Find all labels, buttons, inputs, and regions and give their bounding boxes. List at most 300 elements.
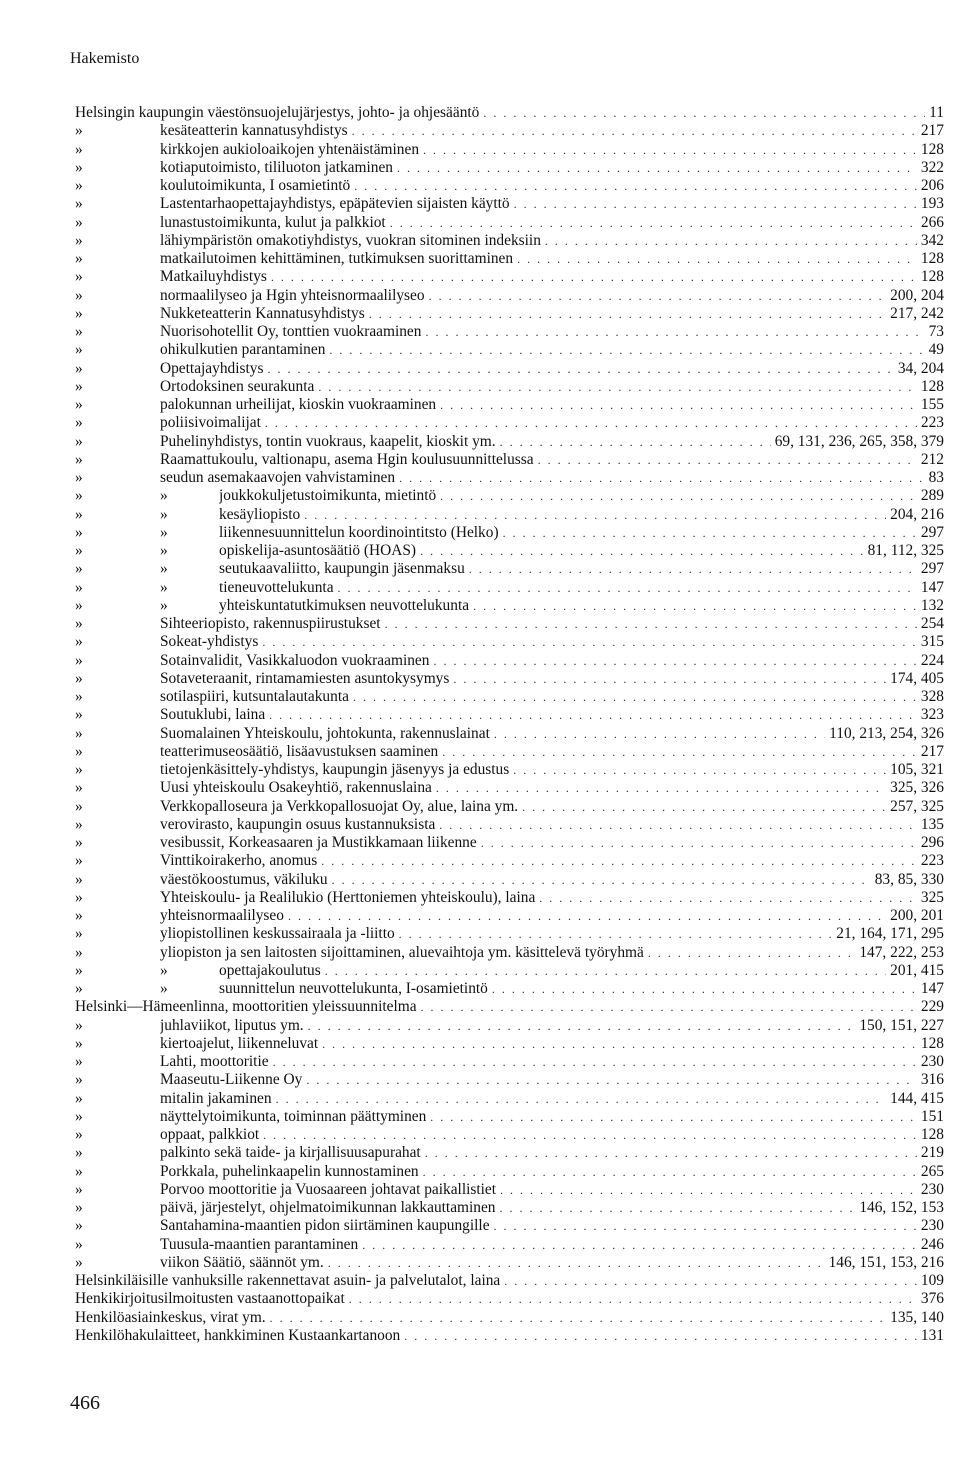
ditto-marks: [75, 1071, 160, 1089]
leader-dots: [322, 1035, 917, 1053]
entry-pages: 81, 112, 325: [867, 542, 944, 559]
entry-title: verovirasto, kaupungin osuus kustannuksista: [160, 815, 436, 833]
ditto-marks: [75, 944, 160, 962]
ditto-mark: »: [160, 596, 168, 614]
entry-pages: 11: [929, 104, 944, 121]
ditto-mark: »: [75, 487, 83, 505]
index-entry: [75, 871, 944, 889]
ditto-mark: »: [160, 980, 168, 997]
ditto-mark: »: [75, 907, 83, 924]
ditto-mark: »: [75, 578, 83, 596]
ditto-mark: »: [75, 724, 83, 742]
ditto-marks: [75, 980, 219, 998]
entry-title: Sihteeriopisto, rakennuspiirustukset: [160, 615, 381, 632]
ditto-marks: [75, 542, 219, 560]
ditto-mark: »: [160, 961, 168, 979]
index-entry: [75, 1181, 944, 1199]
leader-dots: [483, 104, 925, 122]
entry-title: teatterimuseosäätiö, lisäavustuksen saaminen: [160, 742, 439, 760]
ditto-marks: [75, 761, 160, 779]
index-entry: [75, 798, 944, 816]
leader-dots: [514, 195, 917, 213]
leader-dots: [328, 1254, 825, 1272]
index-entry: [75, 524, 944, 542]
index-entry: [75, 268, 944, 286]
ditto-mark: »: [75, 888, 83, 906]
ditto-marks: [75, 305, 160, 323]
index-entry: [75, 1236, 944, 1254]
ditto-mark: »: [75, 542, 83, 559]
ditto-mark: »: [75, 1199, 83, 1216]
entry-pages: 135, 140: [890, 1308, 944, 1326]
entry-title: sotilaspiiri, kutsuntalautakunta: [160, 688, 349, 705]
ditto-mark: »: [75, 122, 83, 140]
index-entry: [75, 506, 944, 524]
entry-pages: 323: [920, 706, 944, 724]
ditto-mark: »: [75, 1253, 83, 1271]
ditto-marks: [75, 1217, 160, 1235]
leader-dots: [273, 1053, 917, 1071]
entry-pages: 128: [920, 268, 944, 286]
entry-pages: 69, 131, 236, 265, 358, 379: [774, 432, 944, 450]
index-entry: [75, 1163, 944, 1181]
leader-dots: [420, 542, 864, 560]
ditto-marks: [75, 141, 160, 159]
leader-dots: [385, 615, 917, 633]
leader-dots: [513, 761, 886, 779]
ditto-marks: [75, 816, 160, 834]
index-entry: [75, 706, 944, 724]
entry-title: Puhelinyhdistys, tontin vuokraus, kaapelit, kioskit ym.: [160, 432, 496, 450]
index-entry: [75, 1126, 944, 1144]
leader-dots: [362, 1236, 917, 1254]
entry-title: Yhteiskoulu- ja Realilukio (Herttoniemen yhteiskoulu), laina: [160, 888, 536, 906]
leader-dots: [473, 597, 917, 615]
ditto-mark: »: [75, 815, 83, 833]
entry-title: Porvoo moottoritie ja Vuosaareen johtavat paikallistiet: [160, 1180, 497, 1198]
ditto-mark: »: [75, 1180, 83, 1198]
entry-pages: 217, 242: [890, 304, 944, 322]
leader-dots: [433, 652, 916, 670]
entry-pages: 315: [920, 633, 944, 651]
leader-dots: [304, 506, 886, 524]
ditto-mark: »: [75, 742, 83, 760]
ditto-marks: [75, 414, 160, 432]
ditto-mark: »: [75, 1034, 83, 1052]
entry-pages: 224: [920, 651, 944, 669]
index-entry: [75, 214, 944, 232]
leader-dots: [325, 962, 886, 980]
entry-pages: 217: [920, 742, 944, 760]
entry-title: Verkkopalloseura ja Verkkopallosuojat Oy, alue, laina ym.: [160, 797, 519, 815]
entry-title: kesäyliopisto: [219, 505, 301, 523]
index-entry: [75, 743, 944, 761]
index-entry: [75, 469, 944, 487]
ditto-mark: »: [75, 414, 83, 432]
ditto-mark: »: [75, 669, 83, 687]
leader-dots: [469, 560, 917, 578]
index-entry: [75, 1272, 944, 1290]
ditto-mark: »: [75, 377, 83, 395]
ditto-mark: »: [75, 323, 83, 340]
index-entry: [75, 1327, 944, 1345]
entry-pages: 212: [920, 450, 944, 468]
ditto-marks: [75, 1053, 160, 1071]
entry-pages: 316: [920, 1071, 944, 1089]
ditto-marks: [75, 889, 160, 907]
ditto-mark: »: [75, 1162, 83, 1180]
ditto-mark: »: [75, 961, 83, 979]
entry-pages: 49: [928, 341, 944, 359]
ditto-mark: »: [75, 980, 83, 997]
ditto-marks: [75, 524, 219, 542]
ditto-marks: [75, 1181, 160, 1199]
ditto-mark: »: [160, 542, 168, 559]
leader-dots: [517, 250, 917, 268]
index-entry: [75, 451, 944, 469]
entry-pages: 265: [920, 1162, 944, 1180]
ditto-marks: [75, 834, 160, 852]
entry-pages: 230: [920, 1217, 944, 1235]
entry-pages: 147, 222, 253: [859, 943, 944, 961]
ditto-mark: »: [75, 596, 83, 614]
leader-dots: [397, 159, 917, 177]
index-entry: [75, 725, 944, 743]
ditto-mark: »: [75, 140, 83, 158]
entry-title: palokunnan urheilijat, kioskin vuokraaminen: [160, 396, 437, 413]
ditto-marks: [75, 1126, 160, 1144]
entry-title: päivä, järjestelyt, ohjelmatoimikunnan lakkauttaminen: [160, 1199, 496, 1216]
entry-pages: 246: [920, 1235, 944, 1253]
ditto-mark: »: [75, 560, 83, 578]
ditto-mark: »: [75, 870, 83, 888]
entry-title: Matkailuyhdistys: [160, 268, 267, 286]
entry-pages: 34, 204: [897, 359, 944, 377]
ditto-mark: »: [75, 1089, 83, 1107]
leader-dots: [500, 1199, 856, 1217]
entry-title: Vinttikoirakerho, anomus: [160, 852, 318, 870]
entry-title: lunastustoimikunta, kulut ja palkkiot: [160, 213, 386, 231]
entry-title: väestökoostumus, väkiluku: [160, 870, 328, 888]
entry-title: Ortodoksinen seurakunta: [160, 377, 315, 395]
leader-dots: [399, 925, 833, 943]
entry-pages: 201, 415: [890, 961, 944, 979]
index-entry: [75, 652, 944, 670]
entry-title: kotiaputoimisto, tililuoton jatkaminen: [160, 158, 393, 176]
leader-dots: [369, 305, 886, 323]
leader-dots: [306, 1071, 917, 1089]
ditto-mark: »: [75, 432, 83, 450]
index-entry: [75, 1144, 944, 1162]
entry-pages: 206: [920, 177, 944, 194]
ditto-mark: »: [75, 286, 83, 304]
ditto-mark: »: [75, 688, 83, 705]
ditto-mark: »: [75, 523, 83, 541]
index-entry: [75, 141, 944, 159]
index-entry: [75, 542, 944, 560]
index-entry: [75, 1071, 944, 1089]
ditto-marks: [75, 633, 160, 651]
ditto-mark: »: [75, 1126, 83, 1143]
entry-pages: 342: [920, 231, 944, 249]
ditto-mark: »: [75, 1053, 83, 1070]
entry-pages: 229: [920, 998, 944, 1016]
ditto-mark: »: [75, 341, 83, 359]
entry-title: Lastentarhaopettajayhdistys, epäpätevien sijaisten käyttö: [160, 195, 510, 213]
leader-dots: [423, 141, 917, 159]
leader-dots: [494, 1217, 917, 1235]
leader-dots: [453, 670, 886, 688]
leader-dots: [318, 378, 917, 396]
entry-title: joukkokuljetustoimikunta, mietintö: [219, 487, 437, 505]
leader-dots: [423, 1163, 917, 1181]
entry-title: koulutoimikunta, I osamietintö: [160, 177, 351, 194]
index-entry: [75, 487, 944, 505]
entry-pages: 110, 213, 254, 326: [829, 724, 944, 742]
ditto-marks: [75, 688, 160, 706]
entry-title: yliopiston ja sen laitosten sijoittaminen, aluevaihtoja ym. käsittelevä työryhmä: [160, 943, 644, 961]
leader-dots: [263, 1126, 917, 1144]
ditto-mark: »: [75, 779, 83, 797]
ditto-mark: »: [75, 1016, 83, 1034]
entry-title: lähiympäristön omakotiyhdistys, vuokran sitominen indeksiin: [160, 231, 541, 249]
entry-pages: 144, 415: [890, 1089, 944, 1107]
entry-title: opettajakoulutus: [219, 961, 321, 979]
index-entry: [75, 761, 944, 779]
entry-pages: 128: [920, 1034, 944, 1052]
ditto-marks: [75, 232, 160, 250]
entry-title: palkinto sekä taide- ja kirjallisuusapurahat: [160, 1144, 421, 1162]
index-entry: [75, 378, 944, 396]
ditto-mark: »: [160, 523, 168, 541]
entry-title: Tuusula-maantien parantaminen: [160, 1235, 359, 1253]
entry-title: tietojenkäsittely-yhdistys, kaupungin jäsenyys ja edustus: [160, 761, 510, 778]
leader-dots: [352, 122, 917, 140]
leader-dots: [430, 1108, 917, 1126]
entry-title: Suomalainen Yhteiskoulu, johtokunta, rakennuslainat: [160, 724, 490, 742]
ditto-mark: »: [75, 195, 83, 213]
entry-pages: 289: [920, 487, 944, 505]
entry-pages: 174, 405: [890, 669, 944, 687]
entry-title: Opettajayhdistys: [160, 359, 264, 377]
entry-title: kesäteatterin kannatusyhdistys: [160, 122, 348, 140]
leader-dots: [349, 1290, 917, 1308]
index-entry: [75, 360, 944, 378]
index-entry: [75, 944, 944, 962]
page-header: Hakemisto: [70, 50, 140, 67]
ditto-marks: [75, 852, 160, 870]
ditto-marks: [75, 195, 160, 213]
entry-pages: 204, 216: [890, 505, 944, 523]
index-entry: [75, 980, 944, 998]
index-entry: [75, 633, 944, 651]
ditto-mark: »: [75, 834, 83, 851]
leader-dots: [338, 579, 917, 597]
entry-title: liikennesuunnittelun koordinointitsto (Helko): [219, 523, 499, 541]
index-entry: [75, 688, 944, 706]
ditto-marks: [75, 1163, 160, 1181]
ditto-mark: »: [160, 560, 168, 578]
entry-title: Maaseutu-Liikenne Oy: [160, 1071, 303, 1089]
entry-pages: 109: [920, 1272, 944, 1289]
entry-pages: 230: [920, 1053, 944, 1070]
ditto-mark: »: [160, 487, 168, 505]
entry-pages: 128: [920, 1126, 944, 1143]
entry-pages: 147: [920, 980, 944, 997]
index-entry: [75, 1108, 944, 1126]
ditto-marks: [75, 1035, 160, 1053]
entry-title: ohikulkutien parantaminen: [160, 341, 326, 359]
leader-dots: [425, 1144, 917, 1162]
entry-title: tieneuvottelukunta: [219, 578, 334, 596]
entry-title: mitalin jakaminen: [160, 1089, 272, 1107]
leader-dots: [648, 944, 855, 962]
entry-title: Helsingin kaupungin väestönsuojelujärjestys, johto- ja ohjesääntö: [75, 104, 480, 121]
entry-pages: 266: [920, 213, 944, 231]
ditto-marks: [75, 597, 219, 615]
leader-dots: [500, 1181, 917, 1199]
entry-pages: 200, 201: [890, 907, 944, 924]
ditto-marks: [75, 159, 160, 177]
leader-dots: [399, 469, 925, 487]
ditto-marks: [75, 798, 160, 816]
index-entry: [75, 597, 944, 615]
entry-title: Henkilöhakulaitteet, hankkiminen Kustaankartanoon: [75, 1326, 401, 1344]
entry-pages: 155: [920, 396, 944, 413]
entry-pages: 128: [920, 140, 944, 158]
entry-title: poliisivoimalijat: [160, 414, 261, 432]
ditto-mark: »: [75, 250, 83, 267]
entry-pages: 254: [920, 615, 944, 632]
leader-dots: [269, 706, 917, 724]
entry-title: Nuorisohotellit Oy, tonttien vuokraaminen: [160, 323, 422, 340]
leader-dots: [545, 232, 917, 250]
index-entry: [75, 414, 944, 432]
index-entry: [75, 1053, 944, 1071]
entry-pages: 135: [920, 815, 944, 833]
leader-dots: [421, 998, 917, 1016]
index-entry: [75, 1217, 944, 1235]
leader-dots: [271, 268, 917, 286]
ditto-marks: [75, 615, 160, 633]
entry-pages: 147: [920, 578, 944, 596]
ditto-marks: [75, 670, 160, 688]
ditto-marks: [75, 506, 219, 524]
index-entry: [75, 852, 944, 870]
leader-dots: [353, 688, 917, 706]
leader-dots: [504, 1272, 917, 1290]
index-entry: [75, 579, 944, 597]
index-entry: [75, 177, 944, 195]
index-entry: [75, 104, 944, 122]
ditto-mark: »: [75, 1071, 83, 1089]
ditto-marks: [75, 177, 160, 195]
leader-dots: [265, 414, 917, 432]
index-entry: [75, 925, 944, 943]
entry-title: Helsinkiläisille vanhuksille rakennettavat asuin- ja palvelutalot, laina: [75, 1272, 501, 1289]
ditto-mark: »: [160, 505, 168, 523]
entry-title: viikon Säätiö, säännöt ym.: [160, 1253, 324, 1271]
entry-title: kiertoajelut, liikenneluvat: [160, 1034, 319, 1052]
entry-title: yhteisnormaalilyseo: [160, 907, 284, 924]
entry-pages: 128: [920, 250, 944, 267]
ditto-marks: [75, 469, 160, 487]
entry-title: Santahamina-maantien pidon siirtäminen kaupungille: [160, 1217, 490, 1235]
index-entry: [75, 195, 944, 213]
leader-dots: [332, 871, 871, 889]
ditto-marks: [75, 1144, 160, 1162]
index-entry: [75, 834, 944, 852]
leader-dots: [288, 907, 886, 925]
entry-pages: 151: [920, 1107, 944, 1125]
leader-dots: [321, 852, 917, 870]
ditto-marks: [75, 1090, 160, 1108]
ditto-marks: [75, 1236, 160, 1254]
index-entry: [75, 615, 944, 633]
leader-dots: [538, 451, 917, 469]
ditto-mark: »: [75, 396, 83, 413]
ditto-marks: [75, 1199, 160, 1217]
leader-dots: [429, 287, 887, 305]
leader-dots: [329, 341, 924, 359]
index-entry: [75, 1199, 944, 1217]
ditto-marks: [75, 268, 160, 286]
ditto-mark: »: [75, 1235, 83, 1253]
entry-title: suunnittelun neuvottelukunta, I-osamietintö: [219, 980, 488, 997]
leader-dots: [404, 1327, 917, 1345]
entry-title: Sotainvalidit, Vasikkaluodon vuokraaminen: [160, 651, 430, 669]
index-entry: [75, 816, 944, 834]
ditto-mark: »: [75, 651, 83, 669]
ditto-marks: [75, 1017, 160, 1035]
index-entry: [75, 907, 944, 925]
ditto-mark: »: [160, 578, 168, 596]
entry-title: juhlaviikot, liputus ym.: [160, 1016, 304, 1034]
entry-title: Uusi yhteiskoulu Osakeyhtiö, rakennuslaina: [160, 779, 432, 797]
index-entry: [75, 1290, 944, 1308]
ditto-mark: »: [75, 1107, 83, 1125]
ditto-marks: [75, 652, 160, 670]
index-entry: [75, 396, 944, 414]
ditto-marks: [75, 560, 219, 578]
entry-pages: 21, 164, 171, 295: [836, 925, 944, 943]
entry-title: näyttelytoimikunta, toiminnan päättyminen: [160, 1107, 427, 1125]
entry-pages: 297: [920, 523, 944, 541]
entry-title: seutukaavaliitto, kaupungin jäsenmaksu: [219, 560, 465, 578]
index-entry: [75, 305, 944, 323]
index-entry: [75, 1017, 944, 1035]
ditto-mark: »: [75, 1144, 83, 1162]
leader-dots: [262, 633, 917, 651]
entry-pages: 296: [920, 834, 944, 851]
ditto-mark: »: [75, 943, 83, 961]
index-entry: [75, 998, 944, 1016]
leader-dots: [503, 524, 917, 542]
leader-dots: [440, 396, 917, 414]
ditto-marks: [75, 360, 160, 378]
ditto-mark: »: [75, 615, 83, 632]
entry-title: normaalilyseo ja Hgin yhteisnormaalilyseo: [160, 286, 425, 304]
index-entry: [75, 1035, 944, 1053]
ditto-mark: »: [75, 359, 83, 377]
entry-pages: 322: [920, 158, 944, 176]
entry-title: opiskelija-asuntosäätiö (HOAS): [219, 542, 417, 559]
entry-title: Raamattukoulu, valtionapu, asema Hgin koulusuunnittelussa: [160, 450, 534, 468]
ditto-marks: [75, 214, 160, 232]
ditto-marks: [75, 323, 160, 341]
entry-pages: 131: [920, 1326, 944, 1344]
leader-dots: [440, 487, 917, 505]
